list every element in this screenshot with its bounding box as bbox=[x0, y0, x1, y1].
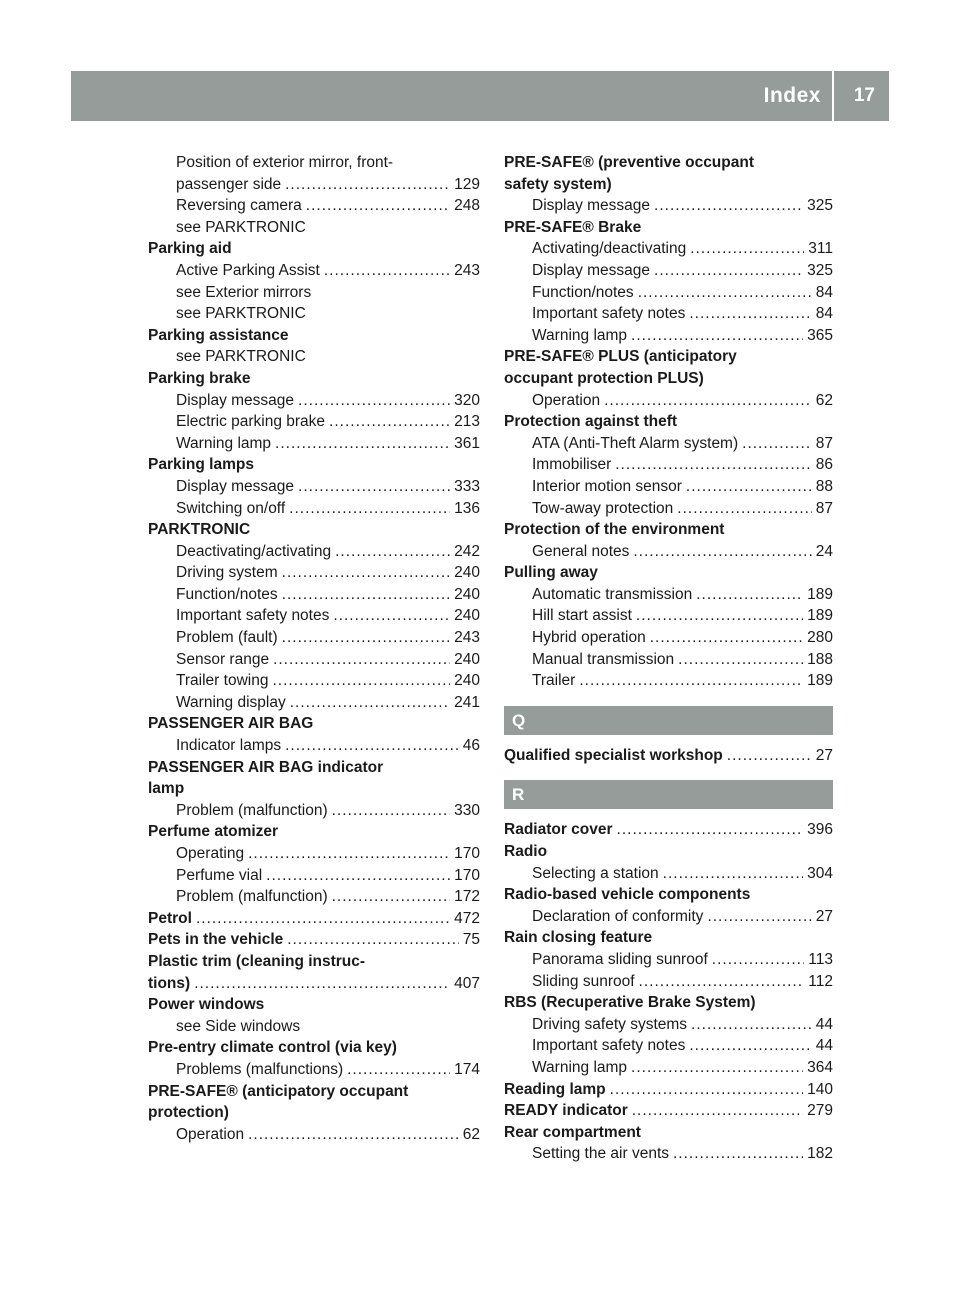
page-reference[interactable]: 136 bbox=[454, 499, 480, 517]
dot-leader bbox=[332, 800, 451, 822]
index-entry: Radio-based vehicle components bbox=[504, 886, 751, 904]
dot-leader bbox=[638, 282, 812, 304]
entry-label: Display message bbox=[176, 477, 295, 495]
entry-label: Problem (malfunction) bbox=[176, 888, 328, 906]
dot-leader bbox=[696, 584, 803, 606]
index-subentry bbox=[504, 627, 833, 649]
index-subentry: Position of exterior mirror, front- bbox=[176, 154, 394, 171]
index-subentry bbox=[504, 863, 833, 885]
dot-leader bbox=[285, 735, 459, 757]
dot-leader bbox=[604, 390, 812, 412]
page-reference[interactable]: 280 bbox=[807, 629, 833, 647]
index-entry: safety system) bbox=[504, 175, 612, 193]
page-reference[interactable]: 113 bbox=[808, 951, 833, 968]
entry-label: Deactivating/activating bbox=[176, 542, 332, 560]
page-reference[interactable]: 27 bbox=[815, 746, 833, 764]
page-reference[interactable]: 240 bbox=[454, 650, 480, 668]
index-subentry bbox=[148, 476, 480, 498]
entry-label: Important safety notes bbox=[532, 1037, 686, 1055]
dot-leader bbox=[196, 908, 450, 930]
index-entry: Parking brake bbox=[148, 369, 251, 387]
index-subentry bbox=[504, 1057, 833, 1079]
dot-leader bbox=[248, 843, 450, 865]
page-reference[interactable]: 170 bbox=[454, 866, 480, 884]
index-subentry bbox=[148, 627, 480, 649]
dot-leader bbox=[248, 1124, 459, 1146]
index-entry bbox=[504, 819, 833, 841]
index-entry bbox=[148, 973, 480, 995]
index-subentry: see PARKTRONIC bbox=[176, 348, 306, 366]
page-reference[interactable]: 27 bbox=[815, 907, 833, 925]
page-reference[interactable]: 112 bbox=[808, 972, 833, 990]
page-reference[interactable]: 75 bbox=[462, 931, 480, 949]
page-reference[interactable]: 140 bbox=[807, 1080, 833, 1098]
index-subentry bbox=[148, 541, 480, 563]
page-reference[interactable]: 241 bbox=[454, 693, 480, 711]
dot-leader bbox=[632, 1100, 803, 1122]
page-reference[interactable]: 240 bbox=[454, 607, 480, 625]
page-reference[interactable]: 86 bbox=[815, 456, 833, 474]
index-subentry bbox=[504, 906, 833, 928]
entry-label: Trailer towing bbox=[176, 672, 269, 690]
index-entry: Rain closing feature bbox=[504, 929, 653, 947]
index-entry bbox=[504, 1100, 833, 1122]
index-entry: PRE-SAFE® PLUS (anticipatory bbox=[504, 348, 737, 366]
entry-label: Panorama sliding sunroof bbox=[532, 951, 708, 968]
index-subentry bbox=[504, 649, 833, 671]
index-subentry bbox=[504, 260, 833, 282]
entry-label: Operation bbox=[532, 391, 601, 409]
index-subentry bbox=[504, 476, 833, 498]
page-reference[interactable]: 62 bbox=[815, 391, 833, 409]
index-subentry bbox=[148, 1059, 480, 1081]
entry-label: Display message bbox=[532, 261, 651, 279]
dot-leader bbox=[332, 886, 451, 908]
entry-label: Function/notes bbox=[176, 585, 278, 603]
entry-label: Warning lamp bbox=[176, 434, 272, 452]
page-reference[interactable]: 242 bbox=[454, 542, 480, 560]
index-entry: RBS (Recuperative Brake System) bbox=[504, 994, 756, 1012]
entry-label: tions) bbox=[148, 974, 191, 992]
dot-leader bbox=[631, 325, 803, 347]
dot-leader bbox=[742, 433, 812, 455]
entry-label: Warning lamp bbox=[532, 326, 628, 344]
page-reference[interactable]: 361 bbox=[454, 434, 480, 452]
dot-leader bbox=[673, 1143, 803, 1165]
entry-label: Warning lamp bbox=[532, 1058, 628, 1076]
dot-leader bbox=[335, 541, 450, 563]
page-reference[interactable]: 333 bbox=[454, 477, 480, 495]
index-entry: PASSENGER AIR BAG indicator bbox=[148, 758, 384, 776]
dot-leader bbox=[677, 498, 811, 520]
entry-label: Electric parking brake bbox=[176, 413, 326, 431]
entry-label: Indicator lamps bbox=[176, 737, 282, 755]
index-entry: PARKTRONIC bbox=[148, 521, 251, 539]
entry-label: passenger side bbox=[176, 175, 282, 193]
index-entry: Pre-entry climate control (via key) bbox=[148, 1039, 397, 1057]
entry-label: Trailer bbox=[532, 672, 576, 690]
index-entry bbox=[148, 929, 480, 951]
page-reference[interactable]: 172 bbox=[454, 888, 480, 906]
dot-leader bbox=[631, 1057, 803, 1079]
page-reference[interactable]: 364 bbox=[807, 1058, 833, 1076]
index-entry: PRE-SAFE® Brake bbox=[504, 218, 642, 236]
index-letter-heading: R bbox=[504, 780, 833, 809]
index-subentry bbox=[148, 886, 480, 908]
entry-label: ATA (Anti-Theft Alarm system) bbox=[532, 434, 739, 452]
dot-leader bbox=[654, 260, 803, 282]
page-reference[interactable]: 320 bbox=[454, 391, 480, 409]
page-reference[interactable]: 88 bbox=[815, 477, 833, 495]
dot-leader bbox=[194, 973, 450, 995]
page-reference[interactable]: 188 bbox=[807, 650, 833, 668]
dot-leader bbox=[678, 649, 803, 671]
entry-label: Pets in the vehicle bbox=[148, 931, 284, 949]
index-entry bbox=[504, 745, 833, 767]
dot-leader bbox=[272, 670, 450, 692]
entry-label: Important safety notes bbox=[176, 607, 330, 625]
entry-label: Operating bbox=[176, 845, 245, 862]
page-reference[interactable]: 365 bbox=[807, 326, 833, 344]
dot-leader bbox=[663, 863, 803, 885]
entry-label: Reversing camera bbox=[176, 197, 302, 215]
page-reference[interactable]: 240 bbox=[454, 564, 480, 582]
index-subentry bbox=[504, 584, 833, 606]
index-entry: lamp bbox=[148, 780, 185, 798]
dot-leader bbox=[707, 906, 811, 928]
index-entry: occupant protection PLUS) bbox=[504, 369, 704, 387]
index-entry bbox=[148, 908, 480, 930]
dot-leader bbox=[282, 562, 450, 584]
index-subentry bbox=[504, 433, 833, 455]
index-subentry bbox=[148, 649, 480, 671]
index-subentry bbox=[504, 949, 833, 971]
page-reference[interactable]: 84 bbox=[815, 305, 833, 323]
entry-label: Reading lamp bbox=[504, 1080, 606, 1098]
index-subentry: see PARKTRONIC bbox=[176, 218, 306, 236]
dot-leader bbox=[712, 949, 805, 971]
dot-leader bbox=[691, 1014, 812, 1036]
page-reference[interactable]: 84 bbox=[815, 283, 833, 301]
entry-label: Radiator cover bbox=[504, 821, 613, 839]
page-reference[interactable]: 243 bbox=[454, 629, 480, 647]
page-reference[interactable]: 311 bbox=[808, 240, 833, 258]
page-reference[interactable]: 174 bbox=[454, 1060, 480, 1078]
index-subentry bbox=[504, 390, 833, 412]
entry-label: Problem (fault) bbox=[176, 629, 278, 647]
dot-leader bbox=[633, 541, 811, 563]
spacer bbox=[504, 692, 833, 706]
entry-label: Display message bbox=[176, 391, 295, 409]
dot-leader bbox=[636, 605, 803, 627]
dot-leader bbox=[287, 929, 459, 951]
index-subentry bbox=[504, 498, 833, 520]
index-subentry: see PARKTRONIC bbox=[176, 305, 306, 323]
index-subentry bbox=[504, 605, 833, 627]
page-reference[interactable]: 170 bbox=[454, 845, 480, 862]
index-subentry bbox=[504, 454, 833, 476]
spacer bbox=[504, 809, 833, 819]
page-reference[interactable]: 330 bbox=[454, 801, 480, 819]
dot-leader bbox=[298, 390, 450, 412]
dot-leader bbox=[275, 433, 450, 455]
index-subentry bbox=[504, 238, 833, 260]
entry-label: Manual transmission bbox=[532, 650, 675, 668]
index-subentry bbox=[148, 411, 480, 433]
dot-leader bbox=[333, 605, 450, 627]
page-reference[interactable]: 472 bbox=[454, 909, 480, 927]
dot-leader bbox=[285, 174, 450, 196]
entry-label: READY indicator bbox=[504, 1102, 628, 1120]
dot-leader bbox=[290, 692, 450, 714]
entry-label: Qualified specialist workshop bbox=[504, 746, 723, 764]
index-subentry bbox=[504, 541, 833, 563]
index-column-right bbox=[504, 152, 833, 1165]
index-subentry: see Side windows bbox=[176, 1017, 301, 1035]
index-entry: protection) bbox=[148, 1104, 229, 1122]
entry-label: Hybrid operation bbox=[532, 629, 646, 647]
dot-leader bbox=[282, 627, 450, 649]
index-subentry bbox=[504, 325, 833, 347]
index-subentry bbox=[148, 1124, 480, 1146]
index-entry: PASSENGER AIR BAG bbox=[148, 715, 314, 733]
page-number: 17 bbox=[853, 85, 875, 106]
entry-label: Selecting a station bbox=[532, 864, 659, 882]
entry-label: Tow-away protection bbox=[532, 499, 674, 517]
entry-label: Sliding sunroof bbox=[532, 972, 635, 990]
index-entry: PRE-SAFE® (anticipatory occupant bbox=[148, 1082, 409, 1100]
entry-label: Active Parking Assist bbox=[176, 261, 320, 279]
entry-label: Setting the air vents bbox=[532, 1145, 669, 1163]
page-reference[interactable]: 248 bbox=[454, 197, 480, 215]
dot-leader bbox=[298, 476, 450, 498]
entry-label: Driving safety systems bbox=[532, 1015, 688, 1033]
dot-leader bbox=[610, 1079, 803, 1101]
index-subentry bbox=[148, 433, 480, 455]
index-subentry bbox=[148, 260, 480, 282]
index-subentry bbox=[148, 390, 480, 412]
page-reference[interactable]: 240 bbox=[454, 585, 480, 603]
index-subentry bbox=[504, 971, 833, 993]
entry-label: General notes bbox=[532, 542, 630, 560]
page-reference[interactable]: 189 bbox=[807, 672, 833, 690]
page-reference[interactable]: 62 bbox=[462, 1125, 480, 1143]
index-subentry bbox=[148, 498, 480, 520]
index-entry: Protection against theft bbox=[504, 413, 678, 431]
page-reference[interactable]: 240 bbox=[454, 672, 480, 690]
entry-label: Petrol bbox=[148, 909, 192, 927]
index-entry: Pulling away bbox=[504, 564, 598, 582]
page-reference[interactable]: 182 bbox=[807, 1145, 833, 1163]
entry-label: Immobiliser bbox=[532, 456, 612, 474]
dot-leader bbox=[266, 865, 450, 887]
entry-label: Warning display bbox=[176, 693, 286, 711]
entry-label: Sensor range bbox=[176, 650, 270, 668]
index-entry: Protection of the environment bbox=[504, 521, 725, 539]
page-reference[interactable]: 189 bbox=[807, 585, 833, 603]
dot-leader bbox=[615, 454, 812, 476]
entry-label: Display message bbox=[532, 197, 651, 215]
page-header bbox=[71, 71, 889, 121]
index-subentry bbox=[148, 584, 480, 606]
dot-leader bbox=[306, 195, 450, 217]
entry-label: Function/notes bbox=[532, 283, 634, 301]
index-subentry: see Exterior mirrors bbox=[176, 283, 312, 301]
entry-label: Activating/deactivating bbox=[532, 240, 687, 258]
page-reference[interactable]: 325 bbox=[807, 197, 833, 215]
index-subentry bbox=[148, 670, 480, 692]
entry-label: Declaration of conformity bbox=[532, 907, 704, 925]
dot-leader bbox=[690, 238, 804, 260]
dot-leader bbox=[650, 627, 803, 649]
dot-leader bbox=[579, 670, 803, 692]
dot-leader bbox=[329, 411, 450, 433]
index-entry: Parking lamps bbox=[148, 456, 254, 474]
index-subentry bbox=[148, 692, 480, 714]
dot-leader bbox=[689, 1035, 811, 1057]
index-column-left bbox=[148, 152, 480, 1145]
index-entry: Power windows bbox=[148, 996, 265, 1014]
entry-label: Perfume vial bbox=[176, 866, 263, 884]
entry-label: Important safety notes bbox=[532, 305, 686, 323]
index-subentry bbox=[148, 843, 480, 865]
page-reference[interactable]: 24 bbox=[815, 542, 833, 560]
entry-label: Problem (malfunction) bbox=[176, 801, 328, 819]
index-subentry bbox=[504, 195, 833, 217]
dot-leader bbox=[617, 819, 804, 841]
entry-label: Hill start assist bbox=[532, 607, 632, 625]
dot-leader bbox=[289, 498, 450, 520]
dot-leader bbox=[273, 649, 450, 671]
dot-leader bbox=[347, 1059, 450, 1081]
header-divider bbox=[832, 71, 834, 121]
page-reference[interactable]: 44 bbox=[815, 1037, 833, 1055]
dot-leader bbox=[282, 584, 450, 606]
page-reference[interactable]: 44 bbox=[815, 1015, 833, 1033]
page-reference[interactable]: 46 bbox=[462, 737, 480, 755]
section-title: Index bbox=[763, 84, 821, 107]
page-reference[interactable]: 87 bbox=[815, 499, 833, 517]
entry-label: Switching on/off bbox=[176, 499, 286, 517]
dot-leader bbox=[727, 745, 812, 767]
entry-label: Automatic transmission bbox=[532, 585, 693, 603]
index-entry: Parking aid bbox=[148, 240, 232, 258]
index-subentry bbox=[148, 195, 480, 217]
index-subentry bbox=[504, 1035, 833, 1057]
page-reference[interactable]: 396 bbox=[807, 821, 833, 839]
index-subentry bbox=[148, 562, 480, 584]
entry-label: Interior motion sensor bbox=[532, 477, 682, 495]
index-subentry bbox=[504, 1143, 833, 1165]
dot-leader bbox=[689, 303, 811, 325]
index-subentry bbox=[148, 865, 480, 887]
dot-leader bbox=[324, 260, 450, 282]
page-reference[interactable]: 279 bbox=[807, 1102, 833, 1120]
index-subentry bbox=[148, 605, 480, 627]
spacer bbox=[504, 735, 833, 745]
index-entry: PRE-SAFE® (preventive occupant bbox=[504, 154, 754, 171]
page-reference[interactable]: 243 bbox=[454, 261, 480, 279]
index-subentry bbox=[504, 303, 833, 325]
index-subentry bbox=[504, 670, 833, 692]
page-reference[interactable]: 213 bbox=[454, 413, 480, 431]
page-reference[interactable]: 304 bbox=[807, 864, 833, 882]
page-reference[interactable]: 407 bbox=[454, 974, 480, 992]
index-letter-heading: Q bbox=[504, 706, 833, 735]
index-subentry bbox=[504, 282, 833, 304]
dot-leader bbox=[639, 971, 805, 993]
entry-label: Driving system bbox=[176, 564, 278, 582]
index-entry: Plastic trim (cleaning instruc- bbox=[148, 952, 366, 970]
index-subentry bbox=[148, 735, 480, 757]
index-subentry bbox=[504, 1014, 833, 1036]
index-entry: Rear compartment bbox=[504, 1123, 641, 1141]
dot-leader bbox=[654, 195, 803, 217]
index-entry: Parking assistance bbox=[148, 326, 289, 344]
index-subentry bbox=[148, 800, 480, 822]
index-subentry bbox=[148, 174, 480, 196]
page-reference[interactable]: 325 bbox=[807, 261, 833, 279]
page-reference[interactable]: 87 bbox=[815, 434, 833, 452]
spacer bbox=[504, 766, 833, 780]
page-reference[interactable]: 189 bbox=[807, 607, 833, 625]
entry-label: Problems (malfunctions) bbox=[176, 1060, 344, 1078]
page-reference[interactable]: 129 bbox=[454, 175, 480, 193]
index-entry: Perfume atomizer bbox=[148, 823, 279, 841]
index-entry: Radio bbox=[504, 843, 548, 861]
dot-leader bbox=[686, 476, 812, 498]
index-entry bbox=[504, 1079, 833, 1101]
entry-label: Operation bbox=[176, 1125, 245, 1143]
